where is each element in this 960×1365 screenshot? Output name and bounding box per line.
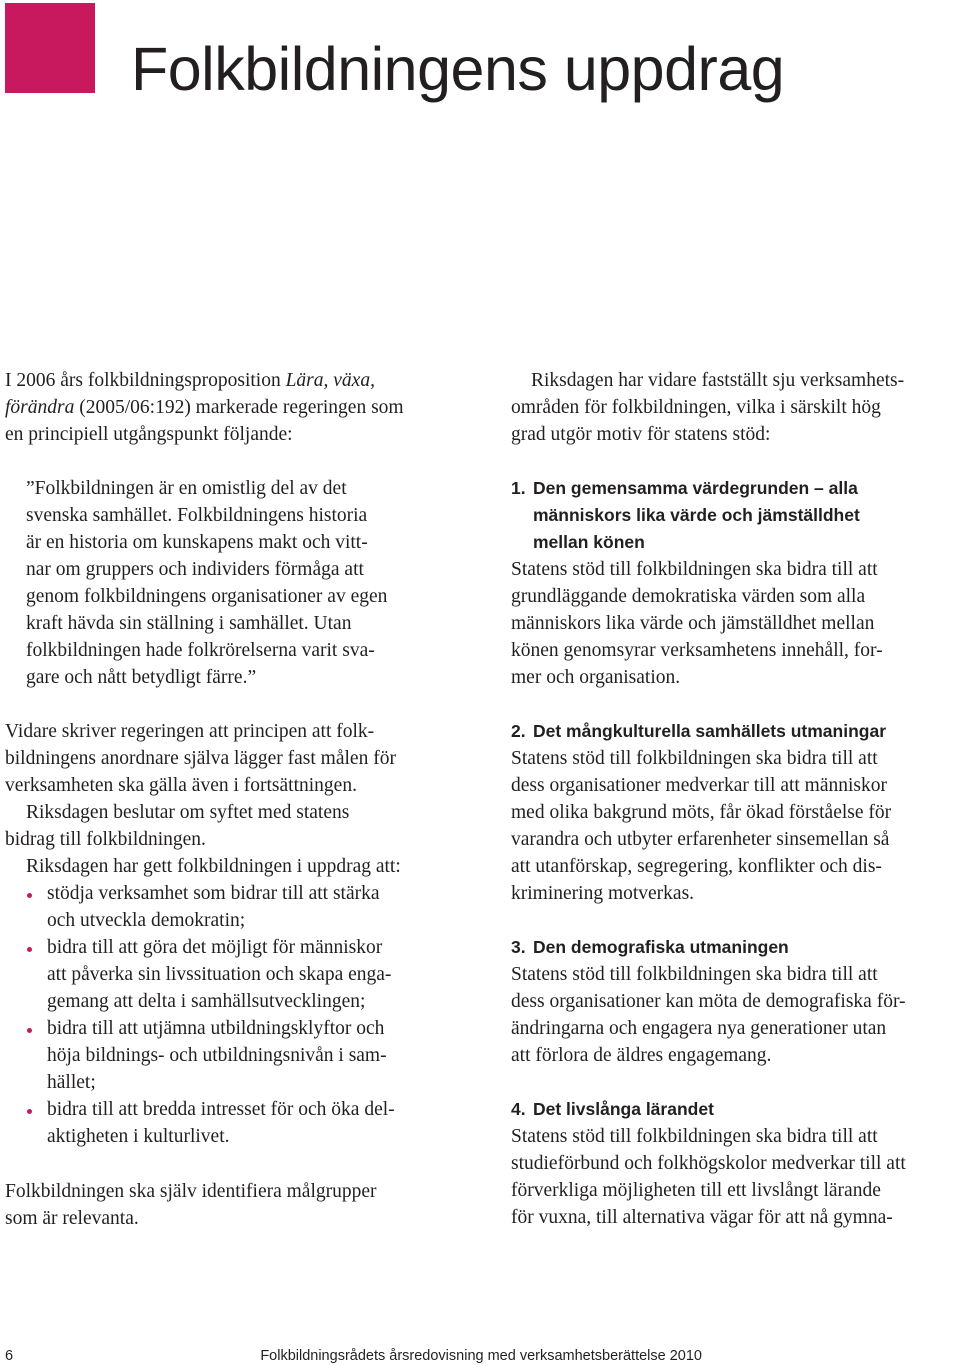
paragraph-line: Folkbildningen ska själv identifiera målgrupper <box>5 1181 377 1202</box>
paragraph-line: bildningens anordnare själva lägger fast målen för <box>5 748 396 769</box>
footer-publication-title: Folkbildningsrådets årsredovisning med verksamhetsberättelse 2010 <box>260 1348 702 1364</box>
bullet-line: bidra till att utjämna utbildningsklyftor och <box>47 1018 385 1039</box>
section-number: 4. <box>511 1099 526 1119</box>
bullet-line: bidra till att göra det möjligt för människor <box>47 937 383 958</box>
paragraph-line: som är relevanta. <box>5 1208 139 1229</box>
section-number: 1. <box>511 478 526 498</box>
section-heading: Den gemensamma värdegrunden – alla <box>533 478 858 498</box>
intro-line: områden för folkbildningen, vilka i särskilt hög <box>511 397 881 418</box>
page-number: 6 <box>5 1348 14 1364</box>
section-body-line: förverkliga möjligheten till ett livslångt lärande <box>511 1180 881 1201</box>
section-body-line: mer och organisation. <box>511 667 681 688</box>
bullet-line: aktigheten i kulturlivet. <box>47 1126 230 1147</box>
quote-line: kraft hävda sin ställning i samhället. Utan <box>26 613 352 634</box>
section-heading: Det livslånga lärandet <box>533 1099 714 1119</box>
quote-line: är en historia om kunskapens makt och vitt- <box>26 532 368 553</box>
intro-line: grad utgör motiv för statens stöd: <box>511 424 771 445</box>
intro-line: Riksdagen har vidare fastställt sju verksamhets- <box>531 370 905 391</box>
bullet-icon <box>27 947 32 952</box>
bullet-line: och utveckla demokratin; <box>47 910 246 931</box>
intro-line: förändra (2005/06:192) markerade regeringen som <box>5 397 404 418</box>
section-body-line: kriminering motverkas. <box>511 883 695 904</box>
section-number: 2. <box>511 721 526 741</box>
section-body-line: Statens stöd till folkbildningen ska bidra till att <box>511 964 878 985</box>
section-body-line: med olika bakgrund möts, får ökad förståelse för <box>511 802 892 823</box>
section-body-line: för vuxna, till alternativa vägar för att nå gymna- <box>511 1207 893 1228</box>
page-title: Folkbildningens uppdrag <box>131 35 785 103</box>
bullet-line: bidra till att bredda intresset för och öka del- <box>47 1099 395 1120</box>
quote-line: nar om gruppers och individers förmåga att <box>26 559 364 580</box>
section-body-line: Statens stöd till folkbildningen ska bidra till att <box>511 748 878 769</box>
bullet-line: hället; <box>47 1072 96 1093</box>
bullet-line: stödja verksamhet som bidrar till att stärka <box>47 883 380 904</box>
bullet-line: höja bildnings- och utbildningsnivån i sam- <box>47 1045 387 1066</box>
intro-line: I 2006 års folkbildningsproposition Lära, växa, <box>5 370 375 391</box>
accent-square <box>5 3 95 93</box>
section-body-line: att förlora de äldres engagemang. <box>511 1045 772 1066</box>
section-body-line: Statens stöd till folkbildningen ska bidra till att <box>511 559 878 580</box>
section-body-line: människors lika värde och jämställdhet mellan <box>511 613 875 634</box>
section-body-line: varandra och utbyter erfarenheter sinsemellan så <box>511 829 890 850</box>
section-body-line: grundläggande demokratiska värden som alla <box>511 586 866 607</box>
paragraph-line: Vidare skriver regeringen att principen att folk- <box>5 721 375 742</box>
section-heading: människors lika värde och jämställdhet <box>533 505 860 525</box>
bullet-icon <box>27 1028 32 1033</box>
quote-line: gare och nått betydligt färre.” <box>26 667 257 688</box>
section-heading: Den demografiska utmaningen <box>533 937 789 957</box>
section-body-line: Statens stöd till folkbildningen ska bidra till att <box>511 1126 878 1147</box>
quote-line: svenska samhället. Folkbildningens historia <box>26 505 368 526</box>
paragraph-line: verksamheten ska gälla även i fortsättningen. <box>5 775 357 796</box>
bullet-icon <box>27 1109 32 1114</box>
intro-line: en principiell utgångspunkt följande: <box>5 424 293 445</box>
section-heading: mellan könen <box>533 532 645 552</box>
section-body-line: att utanförskap, segregering, konflikter och dis- <box>511 856 882 877</box>
paragraph-line: Riksdagen har gett folkbildningen i uppdrag att: <box>26 856 401 877</box>
quote-line: genom folkbildningens organisationer av egen <box>26 586 388 607</box>
section-body-line: dess organisationer medverkar till att människor <box>511 775 888 796</box>
bullet-line: att påverka sin livssituation och skapa enga- <box>47 964 392 985</box>
section-number: 3. <box>511 937 526 957</box>
section-body-line: studieförbund och folkhögskolor medverkar till att <box>511 1153 906 1174</box>
section-body-line: dess organisationer kan möta de demografiska för- <box>511 991 906 1012</box>
section-body-line: könen genomsyrar verksamhetens innehåll, for- <box>511 640 883 661</box>
bullet-icon <box>27 893 32 898</box>
section-heading: Det mångkulturella samhällets utmaningar <box>533 721 887 741</box>
quote-line: folkbildningen hade folkrörelserna varit sva- <box>26 640 375 661</box>
section-body-line: ändringarna och engagera nya generationer utan <box>511 1018 887 1039</box>
paragraph-line: Riksdagen beslutar om syftet med statens <box>26 802 350 823</box>
quote-line: ”Folkbildningen är en omistlig del av det <box>26 478 347 499</box>
bullet-line: gemang att delta i samhällsutvecklingen; <box>47 991 366 1012</box>
paragraph-line: bidrag till folkbildningen. <box>5 829 206 850</box>
